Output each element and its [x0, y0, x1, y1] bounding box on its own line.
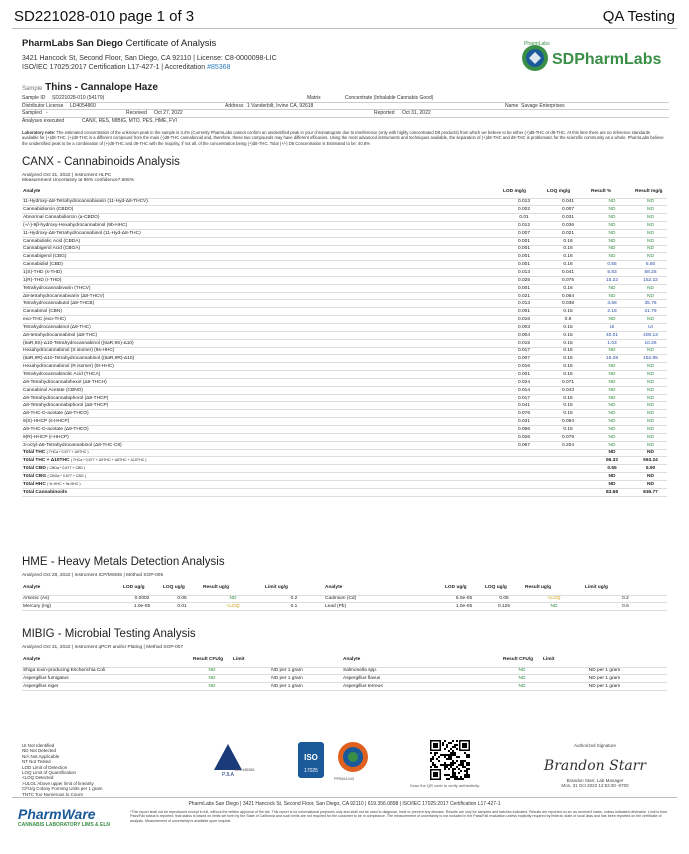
signature-label: Authorized Signature [573, 743, 617, 748]
hme-table: Analyte LOD ug/g LOQ ug/g Result ug/g Limit ug/g Analyte LOD ug/g LOQ ug/g Result ug/g Limit ug/g Arsenic (As) 0.0002 0.05 ND 0.2 Cadmium (Cd) 5.0e-05 0.05 <LOQ 0.2 Mercury (Hg) 1.0e-05 0.01 <LOQ 0.1 Lead (Pb) 1.0e-05 0.125 ND 0.5 [22, 581, 667, 611]
table-row: Tetrahydrocannabinol (Δ9-THC) 0.003 0.16 UI UI [22, 324, 667, 332]
doc-type: Certificate of Analysis [125, 38, 217, 49]
laboratory-note: Laboratory note: The estimated concentration of the unknown peak in the sample is 3.4% (Currently PharmLabs cannot confirm an unidentified peak in your chromatogram due to interference (only with highly concentrated D8 products) from which we believe to be either (+)d8-THC or d9-THC. At this time there are no reference standards available for (+)d8-THC. (+)d8-THC is a different compound from the main (-)d8-THC cannabinoid and, therefore, these two compounds may have different efficacies. Using the most advanced instruments and techniques available, the separation of (+)d8-THC and d9-THC is problematic for the scientific community as a whole. PharmLabs believe the unidentified peak to be a combination of (+)d8-THC and d9-THC with the majority, if not all, of the concentration being (+)d8-THC. Total (+/-) D8 Concentration is Estimated to be: 40.8% [22, 130, 664, 146]
table-row: Tetrahydrocannabinolic Acid (THCA) 0.001 0.16 ND ND [22, 371, 667, 379]
table-row: Cannabinol (CBN) 0.001 0.16 2.18 21.79 [22, 308, 667, 316]
lab-title [22, 38, 216, 49]
iso-badge [298, 742, 324, 778]
table-row: Δ9-THC-O-acetate (Δ9-THCO) 0.066 0.16 ND ND [22, 425, 667, 433]
canx-analyzed: Analyzed Oct 31, 2022 | Instrument HLPC [22, 173, 112, 178]
legend-item: <LOQ Detected [22, 775, 54, 781]
total-row: Total Cannabinoids 83.68 836.77 [22, 488, 667, 496]
legend-item: N/A Not Applicable [22, 753, 60, 759]
qr-code[interactable] [430, 740, 470, 780]
table-row: 9(R)-HHCP (r-HHCP) 0.026 0.079 ND ND [22, 433, 667, 441]
table-row: Tetrahydrocannabivarin (THCV) 0.001 0.16 ND ND [22, 284, 667, 292]
pharmware-name: PharmWare [18, 806, 96, 822]
signature-image: Brandon Starr [543, 758, 647, 774]
svg-text:PJLA: PJLA [222, 772, 234, 778]
legend-item: CFU/g Colony Forming Units per 1 gram [22, 786, 103, 792]
sample-meta: Sample ID SD221028-010 (54179) Matrix Concentrate (Inhalable Cannabis Good) Distributor License LD4054860 Address 1 Vanderbilt, Irvine CA, 92618 Name Savage Enterprises Sampled - Received Oct 27, 2022 Reported Oct 31, 2022 Analyses executed CANX, RES, MIBIG, MTO, PES, HME, FVI [22, 95, 669, 124]
mibig-section [22, 628, 667, 691]
legend-item: ND Not Detected [22, 748, 57, 754]
lab-address [22, 54, 277, 72]
total-row: Total CBG ( CBGa * 0.877 + CBG ) ND ND [22, 473, 667, 481]
received-date: Oct 27, 2022 [154, 110, 183, 116]
table-row: 1(S)-THD (s-THD) 0.013 0.041 5.83 58.25 [22, 269, 667, 277]
logo-small-text: PharmLabs [524, 41, 550, 47]
legend-item: NT Not Tested [22, 759, 51, 765]
analyses-executed: CANX, RES, MIBIG, MTO, PES, HME, FVI [82, 117, 177, 124]
table-row: 1(R)-THD (r-THD) 0.025 0.075 15.22 152.22 [22, 276, 667, 284]
address-line-1: 3421 Hancock St, Second Floor, San Diego, CA 92110 | License: C8-0000098-LIC [22, 55, 277, 62]
pharmware-logo [18, 806, 110, 828]
canx-title: CANX - Cannabinoids Analysis [22, 156, 180, 168]
table-row: Mercury (Hg) 1.0e-05 0.01 <LOQ 0.1 Lead (Pb) 1.0e-05 0.125 ND 0.5 [22, 603, 667, 611]
sample-title [22, 82, 158, 93]
table-row: Cannabigerol Acid (CBGA) 0.001 0.16 ND ND [22, 245, 667, 253]
sdpharmlabs-logo [519, 40, 667, 74]
table-row: (6aR,9S)-Δ10-Tetrahydrocannabinol ((6aR,9S)-Δ10) 0.015 0.16 1.03 10.26 [22, 339, 667, 347]
hme-section [22, 556, 667, 611]
legend-item: LOQ Limit of Quantification [22, 770, 77, 776]
canx-uncertainty: Measurement Uncertainty at 95% confidence7.806% [22, 178, 134, 183]
table-row: Δ8-THC-O-acetate (Δ8-THCO) 0.076 0.16 ND ND [22, 410, 667, 418]
qa-label: QA Testing [602, 8, 675, 25]
canx-section [22, 156, 667, 497]
svg-text:17025: 17025 [304, 768, 318, 774]
reported-date: Oct 31, 2022 [402, 110, 431, 116]
signatory-name: Brandon Starr, Lab Manager [566, 778, 624, 783]
table-row: 11-Hydroxy-Δ8-Tetrahydrocannabinol (11-Hyd-Δ8-THC) 0.007 0.021 ND ND [22, 229, 667, 237]
header-divider [12, 28, 677, 29]
table-row: Cannabidiol (CBD) 0.001 0.16 0.55 5.50 [22, 261, 667, 269]
table-row: Aspergillus fumigatus ND ND per 1 gram Aspergillus flavus ND ND per 1 gram [22, 675, 667, 683]
distributor-license: LD4054860 [70, 102, 96, 109]
table-row: Cannabidiolic Acid (CBDA) 0.001 0.16 ND ND [22, 237, 667, 245]
signature-block [540, 743, 650, 788]
ppb-number: PPB611043 [334, 777, 354, 781]
footer-disclaimer: *This report shall not be reproduced except in full, without the written approval of the lab. This report is for informational purposes only and shall not be used to diagnose, treat or prevent any disease. Results are only for samples and batches indicated. Results are reported on an 'as received' basis, unless indicated otherwise. Limit is from Pass/Fail status is reported, that status is based on limits set forth by the State of California and such limits are not required for the customer to be in compliance. The measurement of uncertainty is not included in the Pass/Fail evaluation unless explicitly required by federal, state or local laws and has been reported on the certificate of analysis. Measurement of uncertainty is available upon request. [130, 810, 668, 823]
table-row: Cannabidiorcin (CBDO) 0.002 0.007 ND ND [22, 206, 667, 214]
table-row: Δ8-Tetrahydrocannabiphorol (Δ8-THCP) 0.041 0.16 ND ND [22, 402, 667, 410]
sample-label: Sample [22, 86, 43, 92]
abbreviation-legend [22, 743, 103, 797]
legend-item: >ULOL Above upper limit of linearity [22, 780, 94, 786]
client-address: 1 Vanderbilt, Irvine CA, 92618 [247, 102, 314, 109]
qr-caption: Scan the QR code to verify authenticity. [410, 783, 480, 788]
ppb-badge [336, 740, 370, 774]
mibig-table: Analyte Result CFU/g Limit Analyte Result CFU/g Limit Shiga toxin-producing Escherichia Coli ND ND per 1 gram Salmonella spp. ND ND per 1 gram Aspergillus fumigatus ND ND per 1 gram Aspergillus flavus ND ND per 1 gram Aspergillus niger ND ND per 1 gram Aspergillus terreus ND ND per 1 gram [22, 653, 667, 691]
pjla-badge [208, 740, 248, 780]
table-row: Abnormal Cannabidiorcin (a-CBDO) 0.01 0.031 ND ND [22, 214, 667, 222]
pharmware-sub: CANNABIS LABORATORY LIMS & ELN [18, 822, 111, 828]
table-row: 11-Hydroxy-Δ8-Tetrahydrocannabivarin (11-Hyd-Δ8-THCV) 0.013 0.041 ND ND [22, 198, 667, 206]
canx-table: Analyte LOD mg/g LOQ mg/g Result % Result mg/g 11-Hydroxy-Δ8-Tetrahydrocannabivarin (11-Hyd-Δ8-THCV) 0.013 0.041 ND ND Cannabidiorcin (CBDO) 0.002 0.007 ND ND Abnormal Cannabidiorcin (a-CBDO) 0.01 0.031 ND ND (+/-)-9β-hydroxy-Hexahydrocannabinol (9b-HHC) 0.012 0.036 ND ND 11-Hydroxy-Δ8-Tetrahydrocannabinol (11-Hyd-Δ8-THC) 0.007 0.021 ND ND Cannabidiolic Acid (CBDA) 0.001 0.16 ND ND Cannabigerol Acid (CBGA) 0.001 0.16 ND ND Cannabigerol (CBG) 0.001 0.16 ND ND Cannabidiol (CBD) 0.001 0.16 0.55 5.50 1(S)-THD (s-THD) 0.013 0.041 5.83 58.25 1(R)-THD (r-THD) 0.025 0.075 15.22 152.22 Tetrahydrocannabivarin (THCV) 0.001 0.16 ND ND Δ8-tetrahydrocannabivarin (Δ8-THCV) 0.021 0.064 ND ND Tetrahydrocannabutol (Δ9-THCB) 0.013 0.038 3.58 35.76 Cannabinol (CBN) 0.001 0.16 2.18 21.79 exo-THC (exo-THC) 0.016 0.8 ND ND Tetrahydrocannabinol (Δ9-THC) 0.003 0.16 UI UI Δ8-tetrahydrocannabinol (Δ8-THC) 0.004 0.16 40.01 400.13 (6aR,9S)-Δ10-Tetrahydrocannabinol ((6aR,9S)-Δ10) 0.015 0.16 1.03 10.26 Hexahydrocannabinol (S isomer) (9s-HHC) 0.017 0.16 ND ND (6aR,9R)-Δ10-Tetrahydrocannabinol ((6aR,9R)-Δ10) 0.007 0.16 15.28 152.85 Hexahydrocannabinol (R isomer) (9r-HHC) 0.016 0.16 ND ND Tetrahydrocannabinolic Acid (THCA) 0.001 0.16 ND ND Δ9-Tetrahydrocannabihexol (Δ9-THCH) 0.024 0.071 ND ND Cannabinol Acetate (CBNO) 0.014 0.043 ND ND Δ9-Tetrahydrocannabiphorol (Δ9-THCP) 0.017 0.16 ND ND Δ8-Tetrahydrocannabiphorol (Δ8-THCP) 0.041 0.16 ND ND Δ8-THC-O-acetate (Δ8-THCO) 0.076 0.16 ND ND 9(S)-HHCP (s-HHCP) 0.031 0.094 ND ND Δ9-THC-O-acetate (Δ9-THCO) 0.066 0.16 ND ND 9(R)-HHCP (r-HHCP) 0.026 0.079 ND ND 3-octyl-Δ8-Tetrahydrocannabinol (Δ8-THC-C8) 0.067 0.204 ND ND Total THC ( THCa * 0.877 + Δ9THC ) ND ND Total THC + Δ10THC ( THCa * 0.877 + Δ9THC + Δ8THC + Δ10THC ) 56.32 563.24 Total CBD ( CBDa * 0.877 + CBD ) 0.55 5.50 Total CBG ( CBGa * 0.877 + CBG ) ND ND Total HHC ( 9r-HHC + 9s-HHC ) ND ND Total Cannabinoids 83.68 836.77 [22, 186, 667, 497]
sample-name: Thins - Cannalope Haze [45, 82, 158, 93]
table-row: 3-octyl-Δ8-Tetrahydrocannabinol (Δ8-THC-C8) 0.067 0.204 ND ND [22, 441, 667, 449]
table-row: Hexahydrocannabinol (R isomer) (9r-HHC) 0.016 0.16 ND ND [22, 363, 667, 371]
total-row: Total THC ( THCa * 0.877 + Δ9THC ) ND ND [22, 449, 667, 457]
client-name: Savage Enterprises [521, 102, 565, 109]
total-row: Total THC + Δ10THC ( THCa * 0.877 + Δ9THC + Δ8THC + Δ10THC ) 56.32 563.24 [22, 457, 667, 465]
mibig-title: MIBIG - Microbial Testing Analysis [22, 628, 196, 640]
legend-item: TNTC Too Numerous to Count [22, 791, 83, 797]
sample-id: SD221028-010 (54179) [52, 95, 105, 101]
legend-item: LOD Limit of Detection [22, 764, 68, 770]
table-row: Cannabinol Acetate (CBNO) 0.014 0.043 ND ND [22, 386, 667, 394]
table-row: 9(S)-HHCP (s-HHCP) 0.031 0.094 ND ND [22, 418, 667, 426]
table-row: Cannabigerol (CBG) 0.001 0.16 ND ND [22, 253, 667, 261]
table-row: Δ9-Tetrahydrocannabiphorol (Δ9-THCP) 0.017 0.16 ND ND [22, 394, 667, 402]
total-row: Total CBD ( CBDa * 0.877 + CBD ) 0.55 5.50 [22, 465, 667, 473]
hme-analyzed: Analyzed Oct 28, 2022 | Instrument ICP/MSMS | Method SOP-005 [22, 573, 164, 578]
table-row: Δ8-tetrahydrocannabivarin (Δ8-THCV) 0.021 0.064 ND ND [22, 292, 667, 300]
table-row: Aspergillus niger ND ND per 1 gram Aspergillus terreus ND ND per 1 gram [22, 683, 667, 691]
logo-text: SDPharmLabs [552, 51, 662, 68]
hme-title: HME - Heavy Metals Detection Analysis [22, 556, 225, 568]
sample-matrix: Concentrate (Inhalable Cannabis Good) [345, 95, 434, 101]
table-row: Hexahydrocannabinol (S isomer) (9s-HHC) 0.017 0.16 ND ND [22, 347, 667, 355]
total-row: Total HHC ( 9r-HHC + 9s-HHC ) ND ND [22, 480, 667, 488]
address-line-2: ISO/IEC 17025:2017 Certification L17-427-1 | Accreditation #85368 [22, 64, 231, 71]
table-row: (6aR,9R)-Δ10-Tetrahydrocannabinol ((6aR,9R)-Δ10) 0.007 0.16 15.28 152.85 [22, 355, 667, 363]
table-row: Shiga toxin-producing Escherichia Coli ND ND per 1 gram Salmonella spp. ND ND per 1 gram [22, 667, 667, 675]
pjla-number: ACL #85368 [235, 768, 255, 772]
lab-name: PharmLabs San Diego [22, 38, 123, 49]
table-row: (+/-)-9β-hydroxy-Hexahydrocannabinol (9b-HHC) 0.012 0.036 ND ND [22, 222, 667, 230]
table-row: Δ9-Tetrahydrocannabihexol (Δ9-THCH) 0.024 0.071 ND ND [22, 378, 667, 386]
table-row: exo-THC (exo-THC) 0.016 0.8 ND ND [22, 316, 667, 324]
mibig-analyzed: Analyzed Oct 31, 2022 | Instrument qPCR and/or Plating | Method SOP-007 [22, 645, 184, 650]
table-row: Δ8-tetrahydrocannabinol (Δ8-THC) 0.004 0.16 40.01 400.13 [22, 331, 667, 339]
footer-divider [12, 797, 677, 798]
page-title: SD221028-010 page 1 of 3 [14, 8, 195, 25]
table-row: Arsenic (As) 0.0002 0.05 ND 0.2 Cadmium (Cd) 5.0e-05 0.05 <LOQ 0.2 [22, 595, 667, 603]
legend-item: UI Not Identified [22, 743, 55, 748]
accreditation-link[interactable]: #85368 [207, 64, 231, 71]
footer-address: PharmLabs San Diego | 3421 Hancock St, Second Floor, San Diego, CA 92110 | 619.356.0898 | ISO/IEC 17025:2017 Certification L17-427-1 [188, 801, 501, 807]
svg-text:ISO: ISO [304, 753, 318, 762]
signature-date: Mon, 31 Oct 2022 12:53:30 -0700 [561, 783, 629, 788]
table-row: Tetrahydrocannabutol (Δ9-THCB) 0.013 0.038 3.58 35.76 [22, 300, 667, 308]
